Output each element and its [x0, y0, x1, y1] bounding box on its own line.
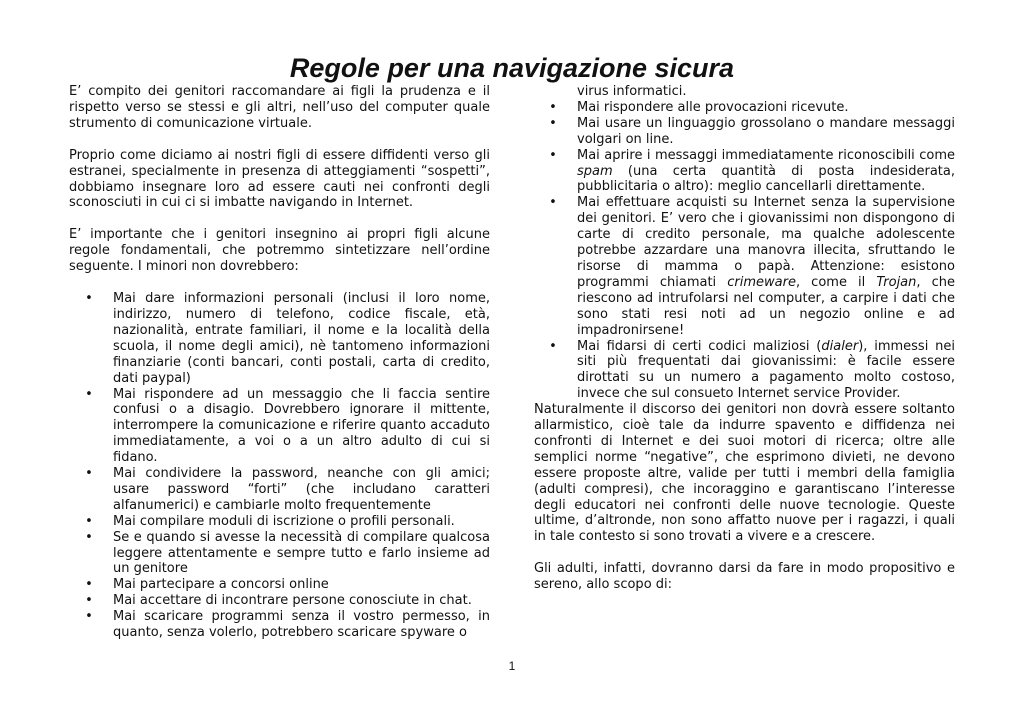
bullet-icon: • [85, 386, 93, 402]
list-item-text: Mai rispondere alle provocazioni ricevute. [577, 99, 849, 115]
list-item [534, 195, 955, 338]
list-item-text: Mai fidarsi di certi codici maliziosi (dialer), immessi nei siti più frequentati dai giovanissimi: è facile essere dirottati su un numero a pagamento molto costoso, invece che sul consueto Internet service Provider. [577, 338, 955, 402]
bullet-icon: • [549, 338, 557, 354]
list-item-text: Mai accettare di incontrare persone conosciute in chat. [113, 593, 472, 609]
bullet-icon: • [85, 466, 93, 482]
rules-list-left [69, 291, 490, 641]
rules-list-right [534, 100, 955, 402]
list-item-text: Mai dare informazioni personali (inclusi il loro nome, indirizzo, numero di telefono, codice fiscale, età, nazionalità, entrate familiari, il nome e la località della scuola, il nome degli amici), nè tantomeno informazioni finanziarie (conti bancari, conti postali, carta di credito, dati paypal) [113, 291, 490, 386]
trojan-term: Trojan [876, 274, 917, 290]
list-item-text: Se e quando si avesse la necessità di compilare qualcosa leggere attentamente e sempre tutto e farlo insieme ad un genitore [113, 529, 490, 577]
intro-paragraph: E’ compito dei genitori raccomandare ai figli la prudenza e il rispetto verso se stessi e gli altri, nell’uso del computer quale strumento di comunicazione virtuale. [69, 84, 490, 131]
bullet-icon: • [85, 529, 93, 545]
bullet-icon: • [549, 115, 557, 131]
list-item [69, 530, 490, 578]
bullet-icon: • [85, 577, 93, 593]
list-item [534, 339, 955, 403]
bullet-icon: • [85, 513, 93, 529]
list-item-text: Mai effettuare acquisti su Internet senza la supervisione dei genitori. E’ vero che i giovanissimi non dispongono di carte di credito personale, ma qualche adolescente potrebbe azzardare una manovra illecita, sfruttando le risorse di mamma o papà. Attenzione: esistono programmi chiamati crimeware, come il Trojan, che riescono ad intrufolarsi nel computer, a carpire i dati che sono stati resi noti ad un negozio online e ad impadronirsene! [577, 195, 956, 338]
list-item [534, 100, 955, 116]
page-number: 1 [508, 659, 516, 673]
list-item [69, 593, 490, 609]
list-item [69, 291, 490, 386]
list-item [69, 466, 490, 514]
adults-paragraph: Gli adulti, infatti, dovranno darsi da fare in modo propositivo e sereno, allo scopo di: [534, 561, 955, 593]
bullet-icon: • [85, 593, 93, 609]
bullet-icon: • [549, 147, 557, 163]
list-item-text: Mai partecipare a concorsi online [113, 577, 329, 593]
crimeware-term: crimeware [727, 274, 796, 290]
list-item-text: Mai compilare moduli di iscrizione o profili personali. [113, 513, 455, 529]
bullet-icon: • [549, 99, 557, 115]
list-item-text: Mai usare un linguaggio grossolano o mandare messaggi volgari on line. [577, 115, 955, 147]
list-item [69, 387, 490, 467]
spam-term: spam [577, 163, 613, 179]
list-item [69, 514, 490, 530]
list-item [534, 116, 955, 148]
strangers-paragraph: Proprio come diciamo ai nostri figli di essere diffidenti verso gli estranei, specialmente in presenza di atteggiamenti “sospetti”, dobbiamo insegnare loro ad essere cauti nei confronti degli sconosciuti in cui ci si imbatte navigando in Internet. [69, 147, 490, 211]
conclusion-paragraph: Naturalmente il discorso dei genitori non dovrà essere soltanto allarmistico, cioè tale da indurre spavento e diffidenza nei confronti di Internet e dei suoi motori di ricerca; oltre alle semplici norme “negative”, che esprimono divieti, ne devono essere proposte altre, valide per tutti i membri della famiglia (adulti compresi), che incoraggino e garantiscano l’interesse degli educatori nei confronti delle nuove tecnologie. Queste ultime, d’altronde, non sono affatto nuove per i ragazzi, i quali in tale contesto si sono trovati a vivere e a crescere. [534, 402, 955, 545]
list-item [69, 577, 490, 593]
bullet-icon: • [85, 291, 93, 307]
list-item-text: Mai scaricare programmi senza il vostro permesso, in quanto, senza volerlo, potrebbero scaricare spyware o [113, 609, 490, 641]
left-column [69, 84, 490, 641]
list-continuation: virus informatici. [577, 84, 687, 99]
list-item-text: Mai rispondere ad un messaggio che li faccia sentire confusi o a disagio. Dovrebbero ignorare il mittente, interrompere la comunicazione e riferire quanto accaduto immediatamente, a voi o a un altro adulto di cui si fidano. [113, 386, 490, 466]
right-column [534, 84, 955, 593]
bullet-icon: • [549, 195, 557, 211]
bullet-icon: • [85, 609, 93, 625]
list-item [69, 609, 490, 641]
dialer-term: dialer [821, 338, 859, 354]
rules-intro-paragraph: E’ importante che i genitori insegnino ai propri figli alcune regole fondamentali, che potremmo sintetizzare nell’ordine seguente. I minori non dovrebbero: [69, 227, 490, 275]
list-item-text: Mai aprire i messaggi immediatamente riconoscibili come spam (una certa quantità di posta indesiderata, pubblicitaria o altro): meglio cancellarli direttamente. [577, 147, 955, 195]
page-title: Regole per una navigazione sicura [289, 53, 735, 83]
list-item-text: Mai condividere la password, neanche con gli amici; usare password “forti” (che includano caratteri alfanumerici) e cambiarle molto frequentemente [113, 466, 490, 513]
list-item [534, 148, 955, 196]
